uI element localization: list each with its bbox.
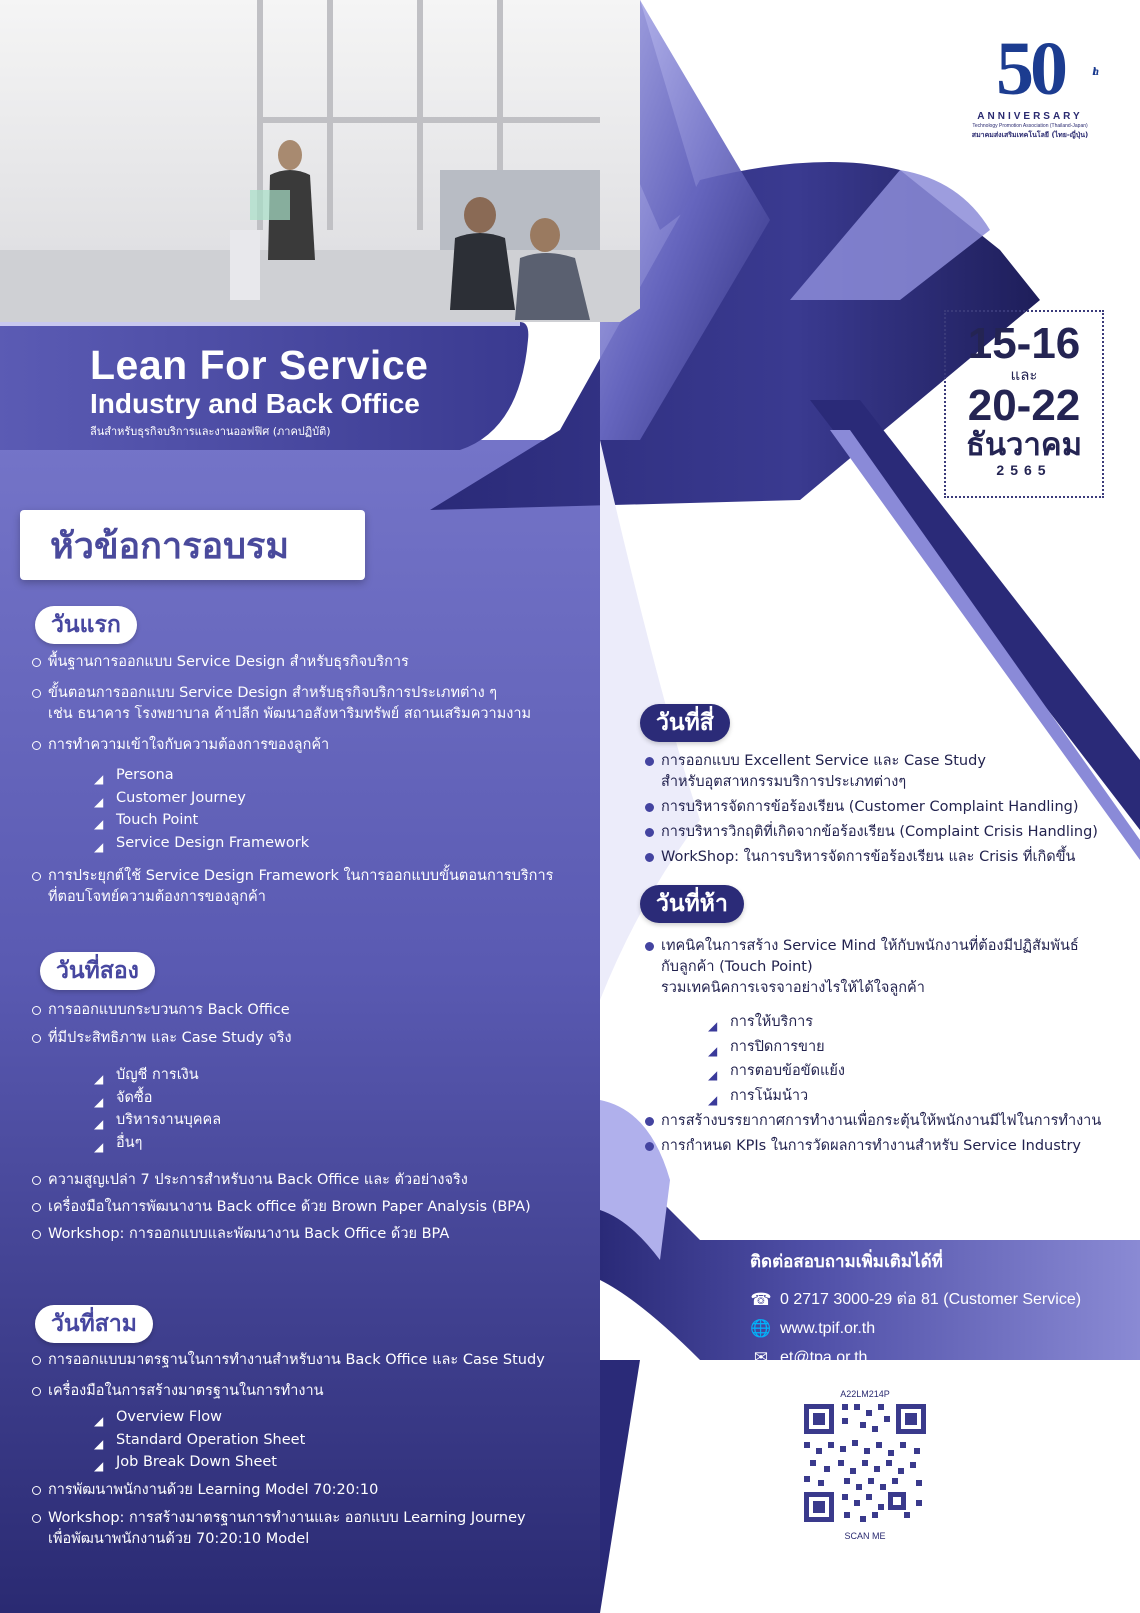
list-item: WorkShop: ในการบริหารจัดการข้อร้องเรียน และ Crisis ที่เกิดขึ้น	[645, 847, 1115, 868]
date-box	[944, 310, 1104, 498]
course-title-block	[90, 342, 520, 440]
contact-phone-row[interactable]	[750, 1285, 1130, 1314]
list-item-cont: เช่น ธนาคาร โรงพยาบาล ค้าปลีก พัฒนาอสังหาริมทรัพย์ สถานเสริมความงาม	[48, 706, 532, 722]
contact-web[interactable]: www.tpif.or.th	[780, 1319, 876, 1337]
list-item: Workshop: การสร้างมาตรฐานการทำงานและ ออกแบบ Learning Journey	[32, 1508, 597, 1529]
sub-item: ◢ Touch Point	[94, 809, 309, 832]
arrow-icon: ◢	[94, 1139, 104, 1154]
date-range-1: 15-16	[967, 319, 1081, 368]
list-item-cont: รวมเทคนิคการเจรจาอย่างไรให้ได้ใจลูกค้า	[661, 980, 925, 996]
list-item: พื้นฐานการออกแบบ Service Design สำหรับธุรกิจบริการ	[32, 652, 592, 673]
list-item: การบริหารวิกฤติที่เกิดจากข้อร้องเรียน (Complaint Crisis Handling)	[645, 822, 1115, 843]
contact-email-row[interactable]	[750, 1343, 1130, 1372]
training-topics-heading: หัวข้อการอบรม	[20, 510, 365, 580]
sub-item: ◢ บัญชี การเงิน	[94, 1064, 221, 1087]
day5-list	[645, 936, 1115, 999]
list-item: การประยุกต์ใช้ Service Design Framework ในการออกแบบขั้นตอนการบริการ	[32, 866, 597, 887]
globe-icon: 🌐	[750, 1318, 772, 1338]
list-item: การพัฒนาพนักงานด้วย Learning Model 70:20:10	[32, 1480, 597, 1501]
day1-list-4	[32, 866, 597, 908]
course-subtitle: Industry and Back Office	[90, 388, 420, 419]
arrow-icon: ◢	[94, 1072, 104, 1086]
list-item: การสร้างบรรยากาศการทำงานเพื่อกระตุ้นให้พนักงานมีไฟในการทำงาน	[645, 1111, 1120, 1132]
day2-list	[32, 1000, 592, 1049]
arrow-icon: ◢	[94, 1459, 104, 1473]
sub-item: ◢ Job Break Down Sheet	[94, 1451, 305, 1474]
arrow-icon: ◢	[94, 839, 104, 854]
list-item: ความสูญเปล่า 7 ประการสำหรับงาน Back Office และ ตัวอย่างจริง	[32, 1170, 597, 1191]
day1-sublist	[94, 764, 309, 854]
day1-list-2	[32, 683, 597, 725]
day4-list	[645, 751, 1115, 868]
list-item: เครื่องมือในการสร้างมาตรฐานในการทำงาน	[32, 1381, 597, 1402]
contact-email[interactable]: et@tpa.or.th	[780, 1348, 868, 1366]
sub-item: ◢ อื่นๆ	[94, 1132, 221, 1155]
envelope-icon: ✉	[753, 1347, 769, 1367]
logo-org-en: Technology Promotion Association (Thailand-Japan)	[972, 123, 1088, 129]
arrow-icon: ◢	[708, 1019, 718, 1033]
arrow-icon: ◢	[94, 1414, 104, 1428]
qr-block	[800, 1388, 930, 1542]
course-title-thai: ลีนสำหรับธุรกิจบริการและงานออฟฟิศ (ภาคปฏิบัติ)	[90, 425, 331, 438]
anniversary-logo	[955, 28, 1105, 153]
arrow-icon: ◢	[94, 817, 104, 831]
day5-list-2	[645, 1111, 1120, 1157]
list-item: การออกแบบ Excellent Service และ Case Study	[645, 751, 1115, 772]
sub-item: ◢ Persona	[94, 764, 309, 787]
phone-icon: ☎	[750, 1289, 772, 1309]
sub-item: ◢ จัดซื้อ	[94, 1087, 221, 1110]
list-item: เทคนิคในการสร้าง Service Mind ให้กับพนักงานที่ต้องมีปฏิสัมพันธ์	[645, 936, 1115, 957]
list-item: การออกแบบกระบวนการ Back Office	[32, 1000, 592, 1021]
list-item: ขั้นตอนการออกแบบ Service Design สำหรับธุรกิจบริการประเภทต่าง ๆ	[32, 683, 597, 704]
list-item-cont: ที่ตอบโจทย์ความต้องการของลูกค้า	[48, 889, 266, 905]
list-item-cont: สำหรับอุตสาหกรรมบริการประเภทต่างๆ	[661, 774, 907, 790]
day1-list-3	[32, 735, 592, 756]
contact-phone[interactable]: 0 2717 3000-29 ต่อ 81 (Customer Service)	[780, 1291, 1082, 1308]
list-item-cont: เพื่อพัฒนาพนักงานด้วย 70:20:10 Model	[48, 1531, 310, 1547]
arrow-icon: ◢	[94, 1117, 104, 1131]
day1-pill: วันแรก	[35, 606, 137, 644]
list-item: การออกแบบมาตรฐานในการทำงานสำหรับงาน Back Office และ Case Study	[32, 1350, 597, 1371]
qr-code-id: A22LM214P	[840, 1389, 890, 1399]
date-month: ธันวาคม	[965, 427, 1083, 463]
day5-sublist	[708, 1010, 845, 1108]
day2-list-2	[32, 1170, 597, 1245]
arrow-icon: ◢	[708, 1068, 718, 1082]
date-and: และ	[1010, 366, 1038, 384]
list-item: การบริหารจัดการข้อร้องเรียน (Customer Complaint Handling)	[645, 797, 1115, 818]
arrow-icon: ◢	[94, 1436, 104, 1451]
day3-pill: วันที่สาม	[35, 1305, 153, 1343]
sub-item: ◢ การตอบข้อขัดแย้ง	[708, 1059, 845, 1084]
list-item: การทำความเข้าใจกับความต้องการของลูกค้า	[32, 735, 592, 756]
list-item-cont: กับลูกค้า (Touch Point)	[661, 959, 813, 975]
contact-web-row[interactable]	[750, 1314, 1130, 1343]
list-item: การกำหนด KPIs ในการวัดผลการทำงานสำหรับ Service Industry	[645, 1136, 1120, 1157]
contact-title: ติดต่อสอบถามเพิ่มเติมได้ที่	[750, 1252, 943, 1272]
date-year: 2565	[996, 462, 1052, 478]
day3-list-2	[32, 1480, 597, 1550]
list-item: ที่มีประสิทธิภาพ และ Case Study จริง	[32, 1028, 592, 1049]
qr-scan-label: SCAN ME	[844, 1531, 886, 1541]
arrow-icon: ◢	[94, 794, 104, 809]
day1-list	[32, 652, 592, 673]
qr-code-icon[interactable]	[800, 1400, 930, 1526]
sub-item: ◢ การโน้มน้าว	[708, 1084, 845, 1109]
day3-sublist	[94, 1406, 305, 1474]
logo-number: 50 th	[996, 27, 1095, 111]
course-title: Lean For Service	[90, 342, 429, 388]
arrow-icon: ◢	[94, 772, 104, 786]
sub-item: ◢ การให้บริการ	[708, 1010, 845, 1035]
day3-list	[32, 1350, 597, 1402]
sub-item: ◢ Service Design Framework	[94, 832, 309, 855]
office-photo	[0, 0, 640, 350]
list-item: เครื่องมือในการพัฒนางาน Back office ด้วย Brown Paper Analysis (BPA)	[32, 1197, 597, 1218]
list-item: Workshop: การออกแบบและพัฒนางาน Back Office ด้วย BPA	[32, 1224, 597, 1245]
sub-item: ◢ Overview Flow	[94, 1406, 305, 1429]
logo-anniversary-text: ANNIVERSARY	[977, 111, 1083, 122]
day5-pill: วันที่ห้า	[640, 885, 744, 923]
sub-item: ◢ Standard Operation Sheet	[94, 1429, 305, 1452]
arrow-icon: ◢	[94, 1094, 104, 1109]
logo-org-th: สมาคมส่งเสริมเทคโนโลยี (ไทย-ญี่ปุ่น)	[971, 131, 1089, 139]
date-range-2: 20-22	[967, 381, 1081, 430]
sub-item: ◢ บริหารงานบุคคล	[94, 1109, 221, 1132]
contact-block	[750, 1248, 1130, 1372]
day4-pill: วันที่สี่	[640, 704, 730, 742]
sub-item: ◢ การปิดการขาย	[708, 1035, 845, 1060]
arrow-icon: ◢	[708, 1092, 718, 1107]
day2-pill: วันที่สอง	[40, 952, 155, 990]
sub-item: ◢ Customer Journey	[94, 787, 309, 810]
day2-sublist	[94, 1064, 221, 1154]
arrow-icon: ◢	[708, 1043, 718, 1058]
